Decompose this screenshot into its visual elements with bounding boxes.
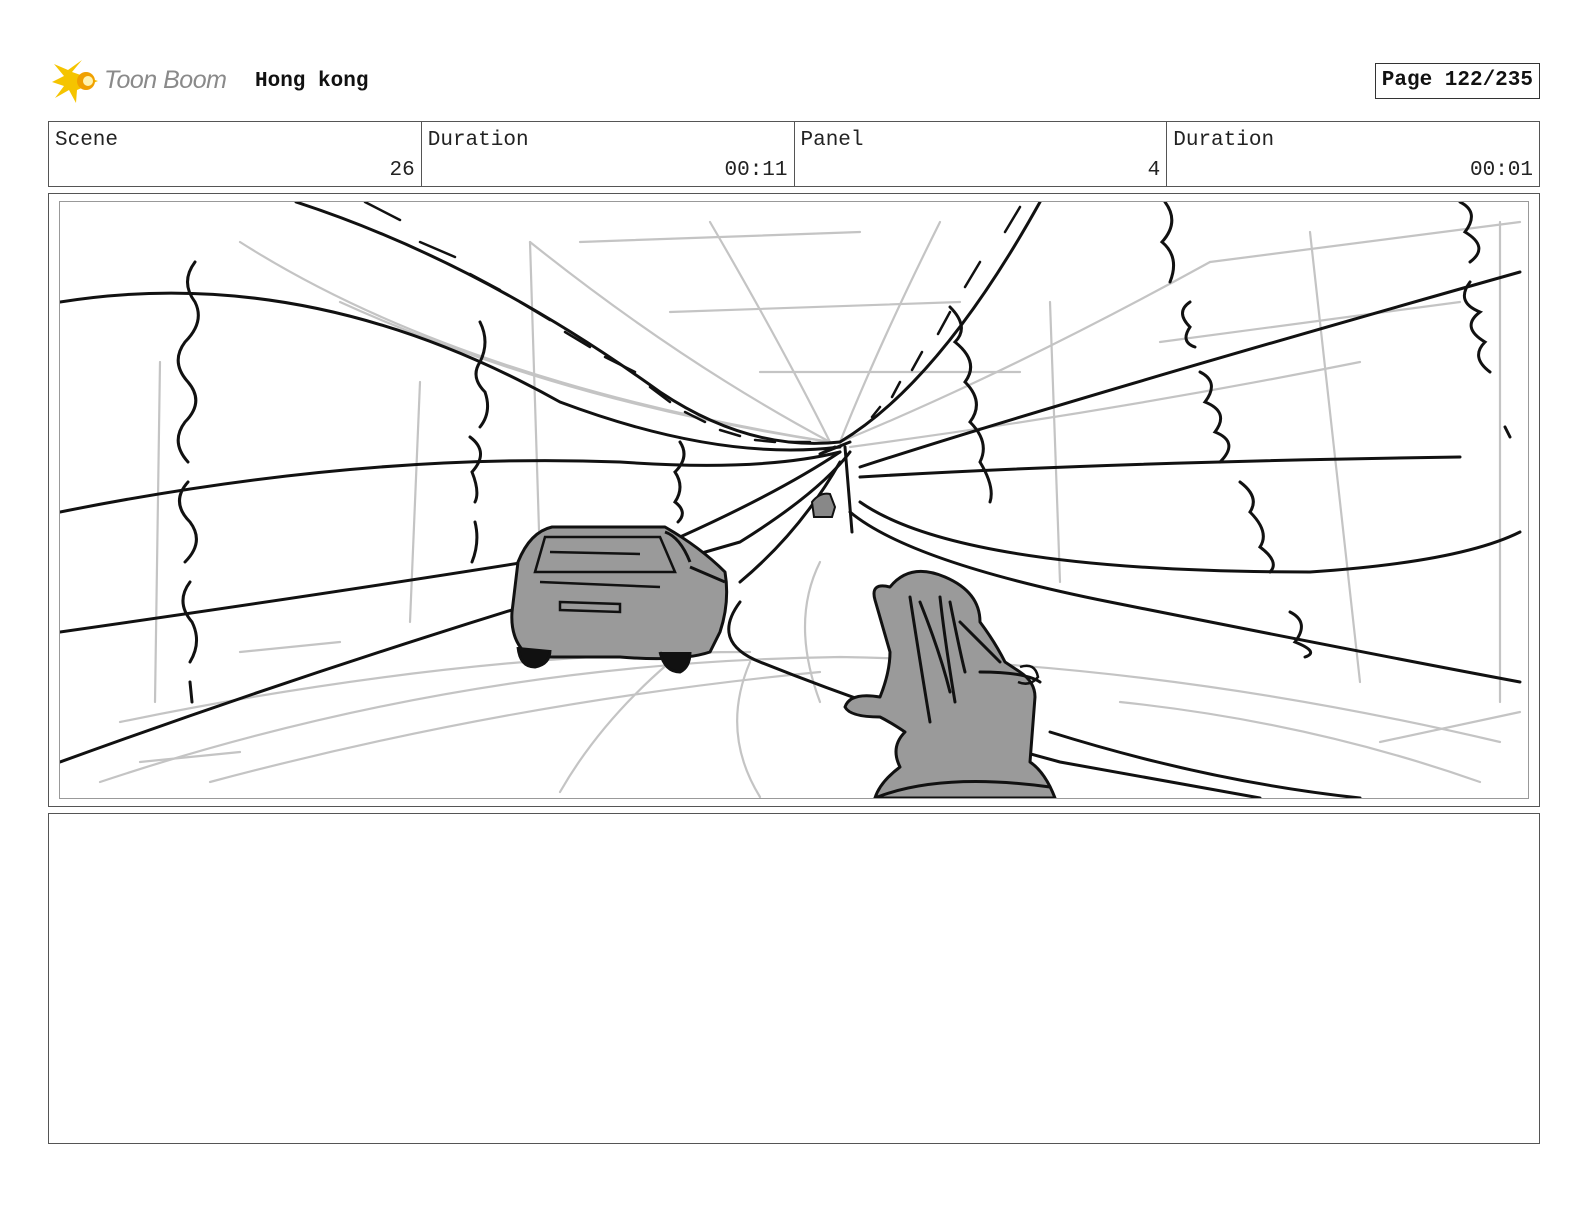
panel-value: 4 xyxy=(1147,159,1161,182)
rider-sketch xyxy=(845,571,1055,798)
scene-cell xyxy=(49,122,422,186)
panel-duration-label: Duration xyxy=(1173,129,1275,152)
panel-duration-value: 00:01 xyxy=(1469,159,1533,182)
scene-duration-cell xyxy=(422,122,795,186)
panel-notes-area xyxy=(48,813,1540,1144)
scene-duration-label: Duration xyxy=(427,129,529,152)
panel-duration-cell xyxy=(1167,122,1539,186)
storyboard-sketch-image xyxy=(60,202,1528,798)
panel-image-area xyxy=(59,201,1529,799)
car-sketch xyxy=(512,527,727,672)
starburst-icon xyxy=(52,58,104,104)
scene-value: 26 xyxy=(389,159,415,182)
project-title: Hong kong xyxy=(255,70,369,93)
panel-info-row xyxy=(48,121,1540,187)
page-indicator: Page 122/235 xyxy=(1375,63,1540,99)
panel-cell xyxy=(795,122,1168,186)
storyboard-panel xyxy=(48,193,1540,807)
panel-label: Panel xyxy=(800,129,864,152)
distant-car-sketch xyxy=(812,494,835,517)
logo-text: Toon Boom xyxy=(104,66,227,94)
toon-boom-logo xyxy=(52,58,242,104)
scene-duration-value: 00:11 xyxy=(724,159,788,182)
scene-label: Scene xyxy=(55,129,119,152)
page-header xyxy=(52,56,1540,106)
